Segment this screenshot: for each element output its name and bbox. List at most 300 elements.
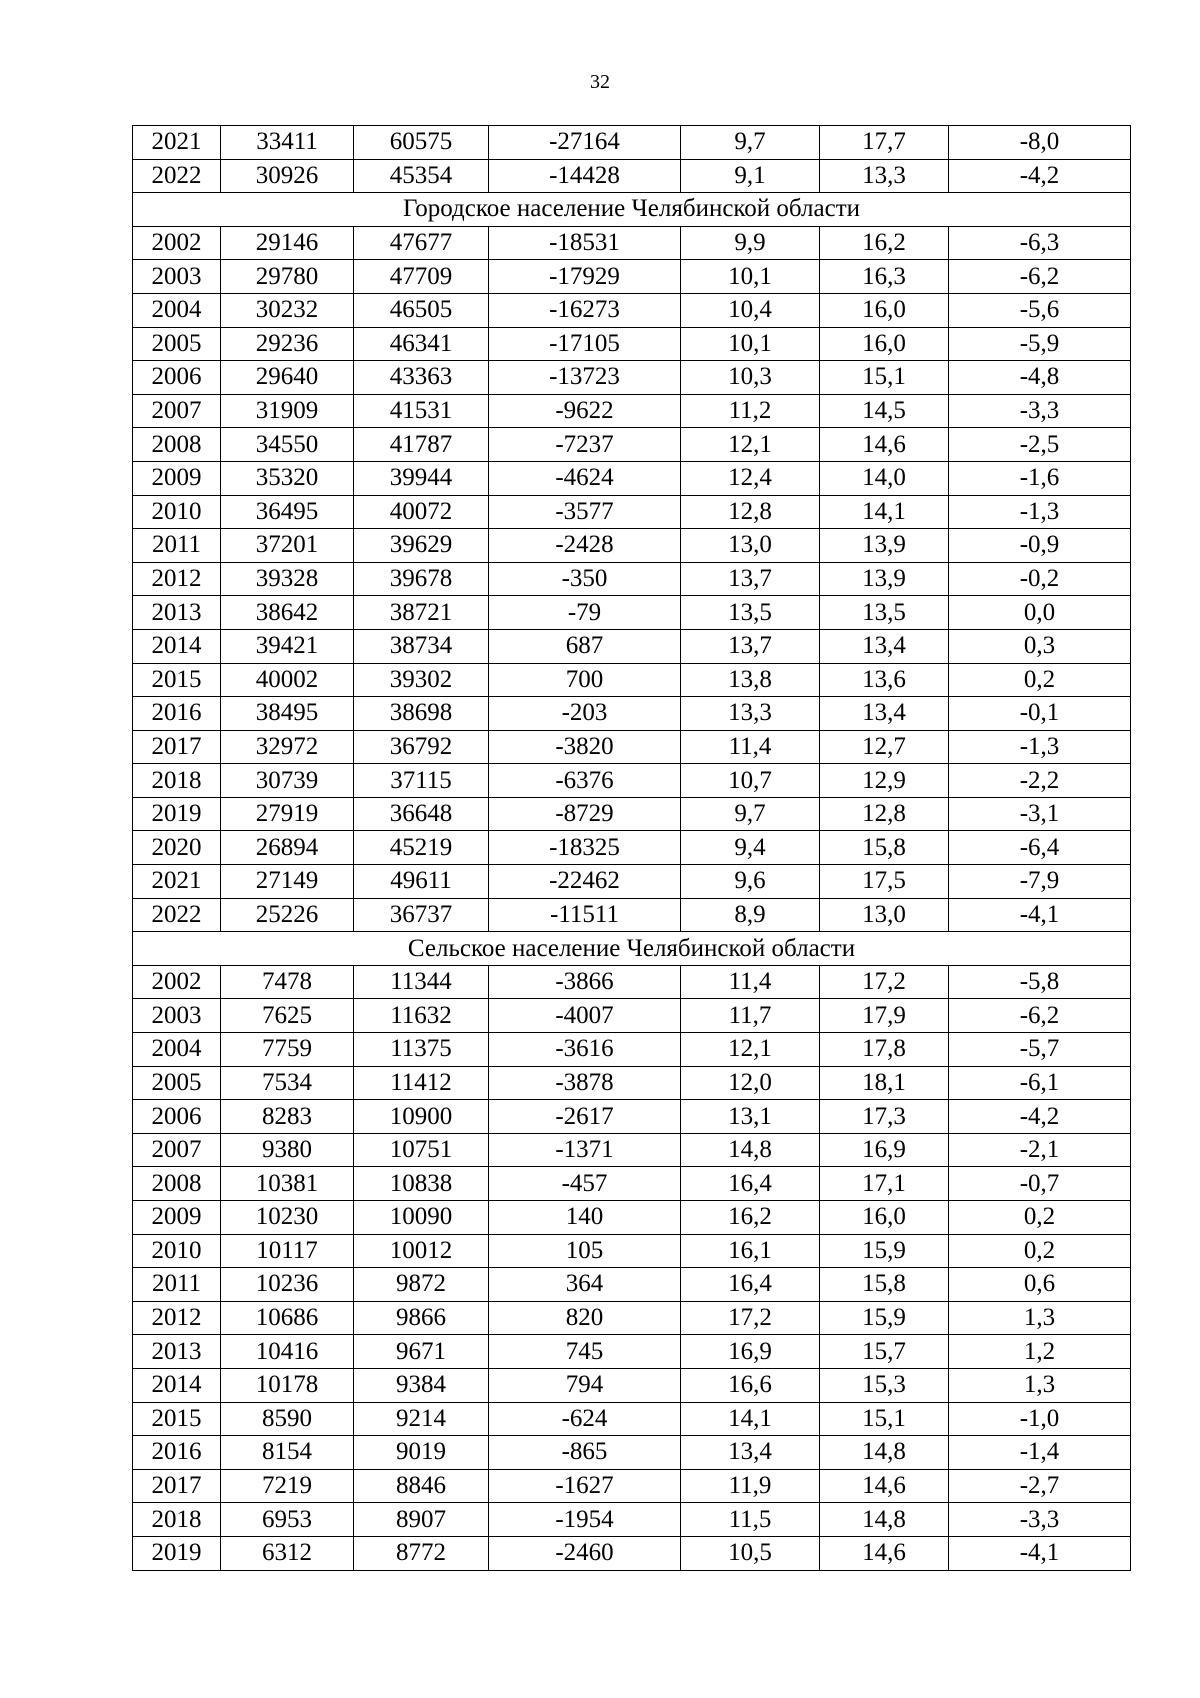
cell-natural-increase-rate: -3,1: [949, 797, 1131, 831]
cell-deaths: 10838: [354, 1167, 489, 1201]
cell-births: 8590: [221, 1402, 354, 1436]
cell-deaths: 9214: [354, 1402, 489, 1436]
cell-natural-increase: -350: [489, 562, 681, 596]
cell-natural-increase: -16273: [489, 293, 681, 327]
cell-death-rate: 16,0: [820, 327, 949, 361]
cell-birth-rate: 14,1: [681, 1402, 820, 1436]
table-row: [133, 764, 1131, 798]
cell-natural-increase-rate: -0,1: [949, 697, 1131, 731]
cell-birth-rate: 10,1: [681, 327, 820, 361]
cell-birth-rate: 12,4: [681, 461, 820, 495]
cell-death-rate: 15,3: [820, 1368, 949, 1402]
cell-natural-increase: -18325: [489, 831, 681, 865]
cell-death-rate: 14,6: [820, 1469, 949, 1503]
cell-natural-increase: 794: [489, 1368, 681, 1402]
cell-birth-rate: 13,7: [681, 629, 820, 663]
cell-natural-increase: -3577: [489, 495, 681, 529]
cell-natural-increase: -2617: [489, 1100, 681, 1134]
cell-year: 2003: [133, 999, 221, 1033]
cell-deaths: 9019: [354, 1436, 489, 1470]
table-row: [133, 293, 1131, 327]
cell-year: 2009: [133, 461, 221, 495]
cell-births: 10236: [221, 1268, 354, 1302]
cell-deaths: 10751: [354, 1133, 489, 1167]
cell-births: 39421: [221, 629, 354, 663]
cell-births: 9380: [221, 1133, 354, 1167]
cell-births: 39328: [221, 562, 354, 596]
cell-birth-rate: 13,1: [681, 1100, 820, 1134]
cell-natural-increase-rate: -6,3: [949, 226, 1131, 260]
cell-death-rate: 15,8: [820, 831, 949, 865]
cell-birth-rate: 9,7: [681, 126, 820, 160]
cell-births: 30232: [221, 293, 354, 327]
cell-births: 10686: [221, 1301, 354, 1335]
cell-death-rate: 15,1: [820, 361, 949, 395]
cell-death-rate: 17,7: [820, 126, 949, 160]
cell-births: 26894: [221, 831, 354, 865]
table-row: [133, 898, 1131, 932]
cell-deaths: 39944: [354, 461, 489, 495]
cell-births: 29236: [221, 327, 354, 361]
cell-year: 2015: [133, 663, 221, 697]
cell-birth-rate: 16,1: [681, 1234, 820, 1268]
cell-death-rate: 17,2: [820, 965, 949, 999]
cell-year: 2010: [133, 495, 221, 529]
cell-death-rate: 15,7: [820, 1335, 949, 1369]
table-row: [133, 495, 1131, 529]
section-title: Городское население Челябинской области: [133, 193, 1131, 227]
cell-natural-increase: 700: [489, 663, 681, 697]
table-row: [133, 663, 1131, 697]
cell-births: 6953: [221, 1503, 354, 1537]
cell-natural-increase-rate: -5,7: [949, 1033, 1131, 1067]
table-row: [133, 226, 1131, 260]
cell-birth-rate: 10,3: [681, 361, 820, 395]
cell-natural-increase-rate: -2,1: [949, 1133, 1131, 1167]
cell-year: 2020: [133, 831, 221, 865]
cell-death-rate: 17,8: [820, 1033, 949, 1067]
cell-births: 31909: [221, 394, 354, 428]
cell-natural-increase-rate: -6,4: [949, 831, 1131, 865]
cell-year: 2006: [133, 1100, 221, 1134]
table-row: [133, 461, 1131, 495]
table-row: [133, 831, 1131, 865]
table-row: [133, 126, 1131, 160]
table-row: [133, 529, 1131, 563]
cell-deaths: 46341: [354, 327, 489, 361]
cell-death-rate: 13,9: [820, 562, 949, 596]
cell-birth-rate: 11,4: [681, 730, 820, 764]
cell-year: 2009: [133, 1201, 221, 1235]
cell-death-rate: 16,3: [820, 260, 949, 294]
cell-birth-rate: 11,9: [681, 1469, 820, 1503]
cell-births: 7534: [221, 1066, 354, 1100]
cell-year: 2013: [133, 596, 221, 630]
cell-natural-increase-rate: 0,2: [949, 1234, 1131, 1268]
cell-birth-rate: 11,2: [681, 394, 820, 428]
cell-natural-increase: -2460: [489, 1536, 681, 1570]
cell-natural-increase-rate: -4,2: [949, 1100, 1131, 1134]
cell-births: 32972: [221, 730, 354, 764]
table-row: [133, 865, 1131, 899]
cell-births: 10416: [221, 1335, 354, 1369]
cell-deaths: 9872: [354, 1268, 489, 1302]
cell-deaths: 8907: [354, 1503, 489, 1537]
table-row: [133, 1436, 1131, 1470]
cell-deaths: 11412: [354, 1066, 489, 1100]
cell-deaths: 10012: [354, 1234, 489, 1268]
cell-deaths: 49611: [354, 865, 489, 899]
cell-natural-increase-rate: -4,1: [949, 1536, 1131, 1570]
cell-births: 33411: [221, 126, 354, 160]
cell-birth-rate: 9,1: [681, 159, 820, 193]
cell-natural-increase-rate: -0,2: [949, 562, 1131, 596]
table-row: [133, 965, 1131, 999]
cell-natural-increase: -457: [489, 1167, 681, 1201]
cell-natural-increase: 745: [489, 1335, 681, 1369]
cell-year: 2016: [133, 1436, 221, 1470]
table-row: [133, 1234, 1131, 1268]
cell-natural-increase: -203: [489, 697, 681, 731]
cell-natural-increase: -4007: [489, 999, 681, 1033]
table-row: [133, 629, 1131, 663]
table-row: [133, 1536, 1131, 1570]
table-row: [133, 697, 1131, 731]
cell-death-rate: 15,9: [820, 1234, 949, 1268]
cell-death-rate: 17,3: [820, 1100, 949, 1134]
cell-year: 2011: [133, 1268, 221, 1302]
cell-natural-increase: 820: [489, 1301, 681, 1335]
cell-year: 2007: [133, 394, 221, 428]
cell-deaths: 8846: [354, 1469, 489, 1503]
table-row: [133, 1201, 1131, 1235]
cell-natural-increase: -1627: [489, 1469, 681, 1503]
cell-natural-increase-rate: -8,0: [949, 126, 1131, 160]
cell-natural-increase: -9622: [489, 394, 681, 428]
cell-year: 2008: [133, 428, 221, 462]
cell-deaths: 41787: [354, 428, 489, 462]
cell-natural-increase: -11511: [489, 898, 681, 932]
cell-death-rate: 17,1: [820, 1167, 949, 1201]
section-header-row: [133, 932, 1131, 966]
cell-birth-rate: 12,1: [681, 1033, 820, 1067]
cell-deaths: 41531: [354, 394, 489, 428]
cell-natural-increase-rate: -1,3: [949, 495, 1131, 529]
cell-birth-rate: 12,8: [681, 495, 820, 529]
cell-deaths: 9866: [354, 1301, 489, 1335]
cell-births: 7219: [221, 1469, 354, 1503]
cell-birth-rate: 9,9: [681, 226, 820, 260]
cell-natural-increase-rate: -5,8: [949, 965, 1131, 999]
cell-birth-rate: 16,2: [681, 1201, 820, 1235]
cell-death-rate: 16,0: [820, 293, 949, 327]
cell-births: 29146: [221, 226, 354, 260]
cell-natural-increase: -14428: [489, 159, 681, 193]
cell-death-rate: 13,6: [820, 663, 949, 697]
cell-death-rate: 16,0: [820, 1201, 949, 1235]
cell-births: 25226: [221, 898, 354, 932]
cell-natural-increase: -3878: [489, 1066, 681, 1100]
table-row: [133, 1268, 1131, 1302]
table-row: [133, 394, 1131, 428]
table-row: [133, 1469, 1131, 1503]
cell-birth-rate: 12,1: [681, 428, 820, 462]
cell-natural-increase: -17105: [489, 327, 681, 361]
cell-births: 40002: [221, 663, 354, 697]
cell-year: 2021: [133, 126, 221, 160]
cell-year: 2019: [133, 797, 221, 831]
cell-births: 27919: [221, 797, 354, 831]
cell-deaths: 11344: [354, 965, 489, 999]
cell-year: 2004: [133, 1033, 221, 1067]
cell-death-rate: 12,9: [820, 764, 949, 798]
cell-natural-increase: -3820: [489, 730, 681, 764]
cell-natural-increase: -7237: [489, 428, 681, 462]
cell-natural-increase-rate: -2,5: [949, 428, 1131, 462]
cell-natural-increase: -2428: [489, 529, 681, 563]
cell-natural-increase: -1371: [489, 1133, 681, 1167]
cell-death-rate: 16,2: [820, 226, 949, 260]
cell-natural-increase: -6376: [489, 764, 681, 798]
cell-natural-increase: -1954: [489, 1503, 681, 1537]
cell-births: 30739: [221, 764, 354, 798]
cell-year: 2014: [133, 1368, 221, 1402]
cell-deaths: 38721: [354, 596, 489, 630]
cell-natural-increase: -4624: [489, 461, 681, 495]
cell-births: 8154: [221, 1436, 354, 1470]
cell-death-rate: 14,5: [820, 394, 949, 428]
cell-year: 2018: [133, 1503, 221, 1537]
cell-birth-rate: 8,9: [681, 898, 820, 932]
cell-natural-increase: 140: [489, 1201, 681, 1235]
cell-death-rate: 14,6: [820, 428, 949, 462]
cell-birth-rate: 9,4: [681, 831, 820, 865]
table-row: [133, 428, 1131, 462]
cell-natural-increase: -18531: [489, 226, 681, 260]
cell-natural-increase: -865: [489, 1436, 681, 1470]
cell-births: 8283: [221, 1100, 354, 1134]
table-row: [133, 1133, 1131, 1167]
table-row: [133, 1066, 1131, 1100]
cell-birth-rate: 13,5: [681, 596, 820, 630]
cell-natural-increase-rate: -6,2: [949, 260, 1131, 294]
cell-year: 2005: [133, 327, 221, 361]
cell-natural-increase-rate: -0,7: [949, 1167, 1131, 1201]
cell-year: 2006: [133, 361, 221, 395]
cell-natural-increase: -17929: [489, 260, 681, 294]
cell-birth-rate: 13,4: [681, 1436, 820, 1470]
cell-year: 2013: [133, 1335, 221, 1369]
cell-birth-rate: 12,0: [681, 1066, 820, 1100]
section-header-row: [133, 193, 1131, 227]
cell-year: 2008: [133, 1167, 221, 1201]
cell-births: 30926: [221, 159, 354, 193]
cell-deaths: 39678: [354, 562, 489, 596]
cell-natural-increase-rate: 0,2: [949, 1201, 1131, 1235]
cell-births: 7759: [221, 1033, 354, 1067]
cell-birth-rate: 9,6: [681, 865, 820, 899]
cell-natural-increase: -27164: [489, 126, 681, 160]
cell-natural-increase-rate: -1,0: [949, 1402, 1131, 1436]
cell-death-rate: 15,9: [820, 1301, 949, 1335]
cell-year: 2005: [133, 1066, 221, 1100]
cell-death-rate: 13,3: [820, 159, 949, 193]
cell-death-rate: 14,8: [820, 1503, 949, 1537]
cell-birth-rate: 13,7: [681, 562, 820, 596]
table-row: [133, 1503, 1131, 1537]
cell-births: 37201: [221, 529, 354, 563]
cell-birth-rate: 10,4: [681, 293, 820, 327]
table-row: [133, 361, 1131, 395]
cell-deaths: 36737: [354, 898, 489, 932]
table-row: [133, 1033, 1131, 1067]
cell-year: 2004: [133, 293, 221, 327]
cell-natural-increase: 364: [489, 1268, 681, 1302]
cell-natural-increase-rate: -4,1: [949, 898, 1131, 932]
cell-deaths: 60575: [354, 126, 489, 160]
cell-births: 29640: [221, 361, 354, 395]
cell-birth-rate: 14,8: [681, 1133, 820, 1167]
cell-natural-increase-rate: -5,9: [949, 327, 1131, 361]
cell-birth-rate: 11,7: [681, 999, 820, 1033]
cell-births: 34550: [221, 428, 354, 462]
cell-natural-increase-rate: 0,6: [949, 1268, 1131, 1302]
cell-deaths: 11632: [354, 999, 489, 1033]
cell-births: 6312: [221, 1536, 354, 1570]
cell-year: 2022: [133, 898, 221, 932]
cell-year: 2021: [133, 865, 221, 899]
cell-natural-increase-rate: -6,2: [949, 999, 1131, 1033]
cell-year: 2017: [133, 1469, 221, 1503]
cell-death-rate: 12,8: [820, 797, 949, 831]
cell-birth-rate: 13,3: [681, 697, 820, 731]
cell-death-rate: 13,5: [820, 596, 949, 630]
cell-natural-increase-rate: 0,2: [949, 663, 1131, 697]
cell-deaths: 39302: [354, 663, 489, 697]
table-row: [133, 596, 1131, 630]
cell-deaths: 8772: [354, 1536, 489, 1570]
cell-birth-rate: 11,5: [681, 1503, 820, 1537]
cell-natural-increase: -13723: [489, 361, 681, 395]
cell-death-rate: 18,1: [820, 1066, 949, 1100]
cell-death-rate: 13,0: [820, 898, 949, 932]
cell-natural-increase-rate: -7,9: [949, 865, 1131, 899]
cell-deaths: 45219: [354, 831, 489, 865]
cell-birth-rate: 9,7: [681, 797, 820, 831]
cell-deaths: 39629: [354, 529, 489, 563]
table-row: [133, 797, 1131, 831]
cell-deaths: 46505: [354, 293, 489, 327]
cell-death-rate: 12,7: [820, 730, 949, 764]
cell-year: 2010: [133, 1234, 221, 1268]
cell-natural-increase-rate: -5,6: [949, 293, 1131, 327]
table-row: [133, 730, 1131, 764]
cell-year: 2015: [133, 1402, 221, 1436]
cell-natural-increase: -22462: [489, 865, 681, 899]
cell-birth-rate: 10,1: [681, 260, 820, 294]
cell-deaths: 47709: [354, 260, 489, 294]
cell-natural-increase-rate: -3,3: [949, 394, 1131, 428]
cell-natural-increase-rate: -1,4: [949, 1436, 1131, 1470]
cell-death-rate: 14,6: [820, 1536, 949, 1570]
cell-year: 2012: [133, 1301, 221, 1335]
cell-births: 10117: [221, 1234, 354, 1268]
cell-births: 35320: [221, 461, 354, 495]
cell-death-rate: 13,9: [820, 529, 949, 563]
cell-deaths: 36648: [354, 797, 489, 831]
cell-births: 10178: [221, 1368, 354, 1402]
cell-natural-increase-rate: -2,7: [949, 1469, 1131, 1503]
cell-natural-increase: -79: [489, 596, 681, 630]
cell-year: 2017: [133, 730, 221, 764]
cell-deaths: 43363: [354, 361, 489, 395]
cell-year: 2007: [133, 1133, 221, 1167]
section-title: Сельское население Челябинской области: [133, 932, 1131, 966]
cell-deaths: 38698: [354, 697, 489, 731]
cell-year: 2016: [133, 697, 221, 731]
cell-birth-rate: 16,4: [681, 1167, 820, 1201]
cell-death-rate: 14,1: [820, 495, 949, 529]
cell-year: 2022: [133, 159, 221, 193]
table-row: [133, 260, 1131, 294]
cell-death-rate: 17,5: [820, 865, 949, 899]
cell-year: 2002: [133, 226, 221, 260]
cell-birth-rate: 16,6: [681, 1368, 820, 1402]
cell-death-rate: 13,4: [820, 697, 949, 731]
cell-birth-rate: 13,0: [681, 529, 820, 563]
cell-deaths: 45354: [354, 159, 489, 193]
cell-birth-rate: 16,9: [681, 1335, 820, 1369]
cell-year: 2018: [133, 764, 221, 798]
cell-births: 7478: [221, 965, 354, 999]
cell-year: 2011: [133, 529, 221, 563]
cell-death-rate: 14,0: [820, 461, 949, 495]
cell-death-rate: 14,8: [820, 1436, 949, 1470]
cell-death-rate: 16,9: [820, 1133, 949, 1167]
demographic-table: [132, 125, 1131, 1571]
cell-natural-increase: -3866: [489, 965, 681, 999]
table-row: [133, 1167, 1131, 1201]
cell-natural-increase: 105: [489, 1234, 681, 1268]
cell-natural-increase-rate: 1,3: [949, 1301, 1131, 1335]
cell-natural-increase: -3616: [489, 1033, 681, 1067]
cell-births: 10381: [221, 1167, 354, 1201]
table-row: [133, 327, 1131, 361]
cell-deaths: 37115: [354, 764, 489, 798]
table-row: [133, 159, 1131, 193]
table-row: [133, 1100, 1131, 1134]
cell-births: 36495: [221, 495, 354, 529]
cell-natural-increase-rate: 1,2: [949, 1335, 1131, 1369]
table-row: [133, 1301, 1131, 1335]
table-row: [133, 1335, 1131, 1369]
cell-year: 2019: [133, 1536, 221, 1570]
cell-birth-rate: 16,4: [681, 1268, 820, 1302]
cell-year: 2003: [133, 260, 221, 294]
cell-death-rate: 15,8: [820, 1268, 949, 1302]
cell-births: 27149: [221, 865, 354, 899]
cell-year: 2002: [133, 965, 221, 999]
table-row: [133, 1368, 1131, 1402]
table-row: [133, 562, 1131, 596]
cell-natural-increase-rate: -1,6: [949, 461, 1131, 495]
cell-deaths: 36792: [354, 730, 489, 764]
page-number: 32: [590, 71, 610, 93]
cell-natural-increase-rate: -6,1: [949, 1066, 1131, 1100]
cell-births: 10230: [221, 1201, 354, 1235]
cell-death-rate: 15,1: [820, 1402, 949, 1436]
cell-natural-increase-rate: -0,9: [949, 529, 1131, 563]
